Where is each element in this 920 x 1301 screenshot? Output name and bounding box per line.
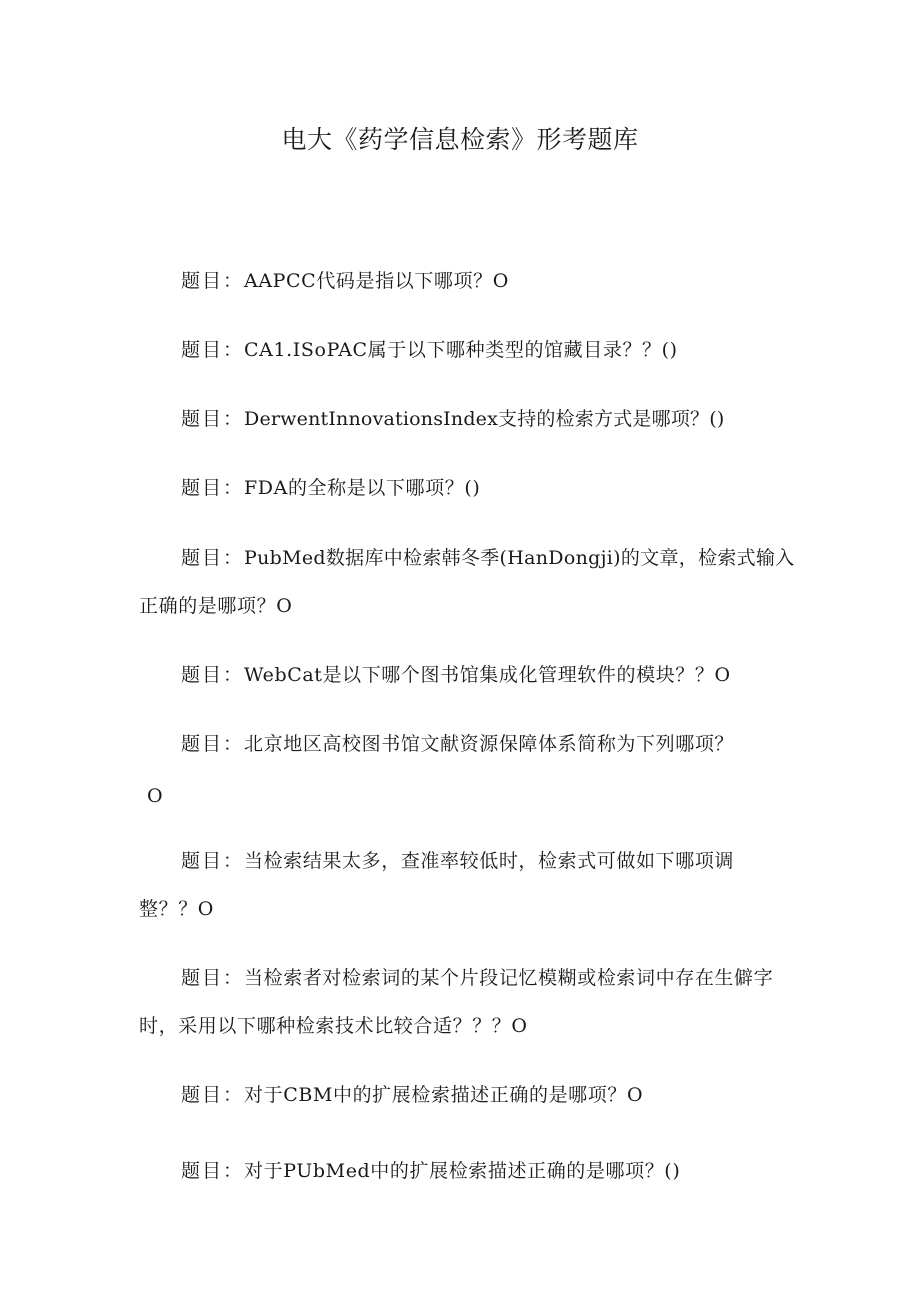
question-3 xyxy=(181,406,724,432)
question-8 xyxy=(181,848,734,874)
question-9 xyxy=(181,965,773,991)
question-text: AAPCC代码是指以下哪项？O xyxy=(244,270,509,292)
question-label: 题目： xyxy=(181,408,245,430)
question-text: CA1.ISoPAC属于以下哪种类型的馆藏目录？？() xyxy=(244,339,678,361)
question-label: 题目： xyxy=(181,270,245,292)
question-label: 题目： xyxy=(181,733,245,755)
question-label: 题目： xyxy=(181,547,245,569)
question-11 xyxy=(181,1158,680,1184)
question-5 xyxy=(181,545,795,571)
question-label: 题目： xyxy=(181,850,245,872)
question-9-continuation: 时，采用以下哪种检索技术比较合适？？？O xyxy=(139,1015,528,1037)
question-label: 题目： xyxy=(181,1160,245,1182)
question-label: 题目： xyxy=(181,664,245,686)
document-title: 电大《药学信息检索》形考题库 xyxy=(281,125,639,154)
question-text: PubMed数据库中检索韩冬季(HanDongji)的文章，检索式输入 xyxy=(244,547,795,569)
question-text: DerwentInnovationsIndex支持的检索方式是哪项？() xyxy=(244,408,725,430)
question-7-continuation: O xyxy=(147,785,164,807)
question-5-continuation: 正确的是哪项？O xyxy=(139,595,293,617)
question-2 xyxy=(181,337,678,363)
question-label: 题目： xyxy=(181,477,245,499)
question-text: FDA的全称是以下哪项？() xyxy=(244,477,481,499)
question-text: 对于CBM中的扩展检索描述正确的是哪项？O xyxy=(244,1084,644,1106)
question-label: 题目： xyxy=(181,1084,245,1106)
question-1 xyxy=(181,268,509,294)
question-text: 北京地区高校图书馆文献资源保障体系简称为下列哪项？ xyxy=(244,733,735,755)
question-label: 题目： xyxy=(181,339,245,361)
question-text: 当检索结果太多，查准率较低时，检索式可做如下哪项调 xyxy=(244,850,735,872)
question-label: 题目： xyxy=(181,967,245,989)
question-6 xyxy=(181,662,731,688)
question-text: WebCat是以下哪个图书馆集成化管理软件的模块？？O xyxy=(244,664,731,686)
question-8-continuation: 整？？O xyxy=(139,898,214,920)
question-4 xyxy=(181,475,480,501)
question-text: 对于PUbMed中的扩展检索描述正确的是哪项？() xyxy=(244,1160,681,1182)
question-7 xyxy=(181,731,734,757)
question-text: 当检索者对检索词的某个片段记忆模糊或检索词中存在生僻字 xyxy=(244,967,774,989)
question-10 xyxy=(181,1082,643,1108)
